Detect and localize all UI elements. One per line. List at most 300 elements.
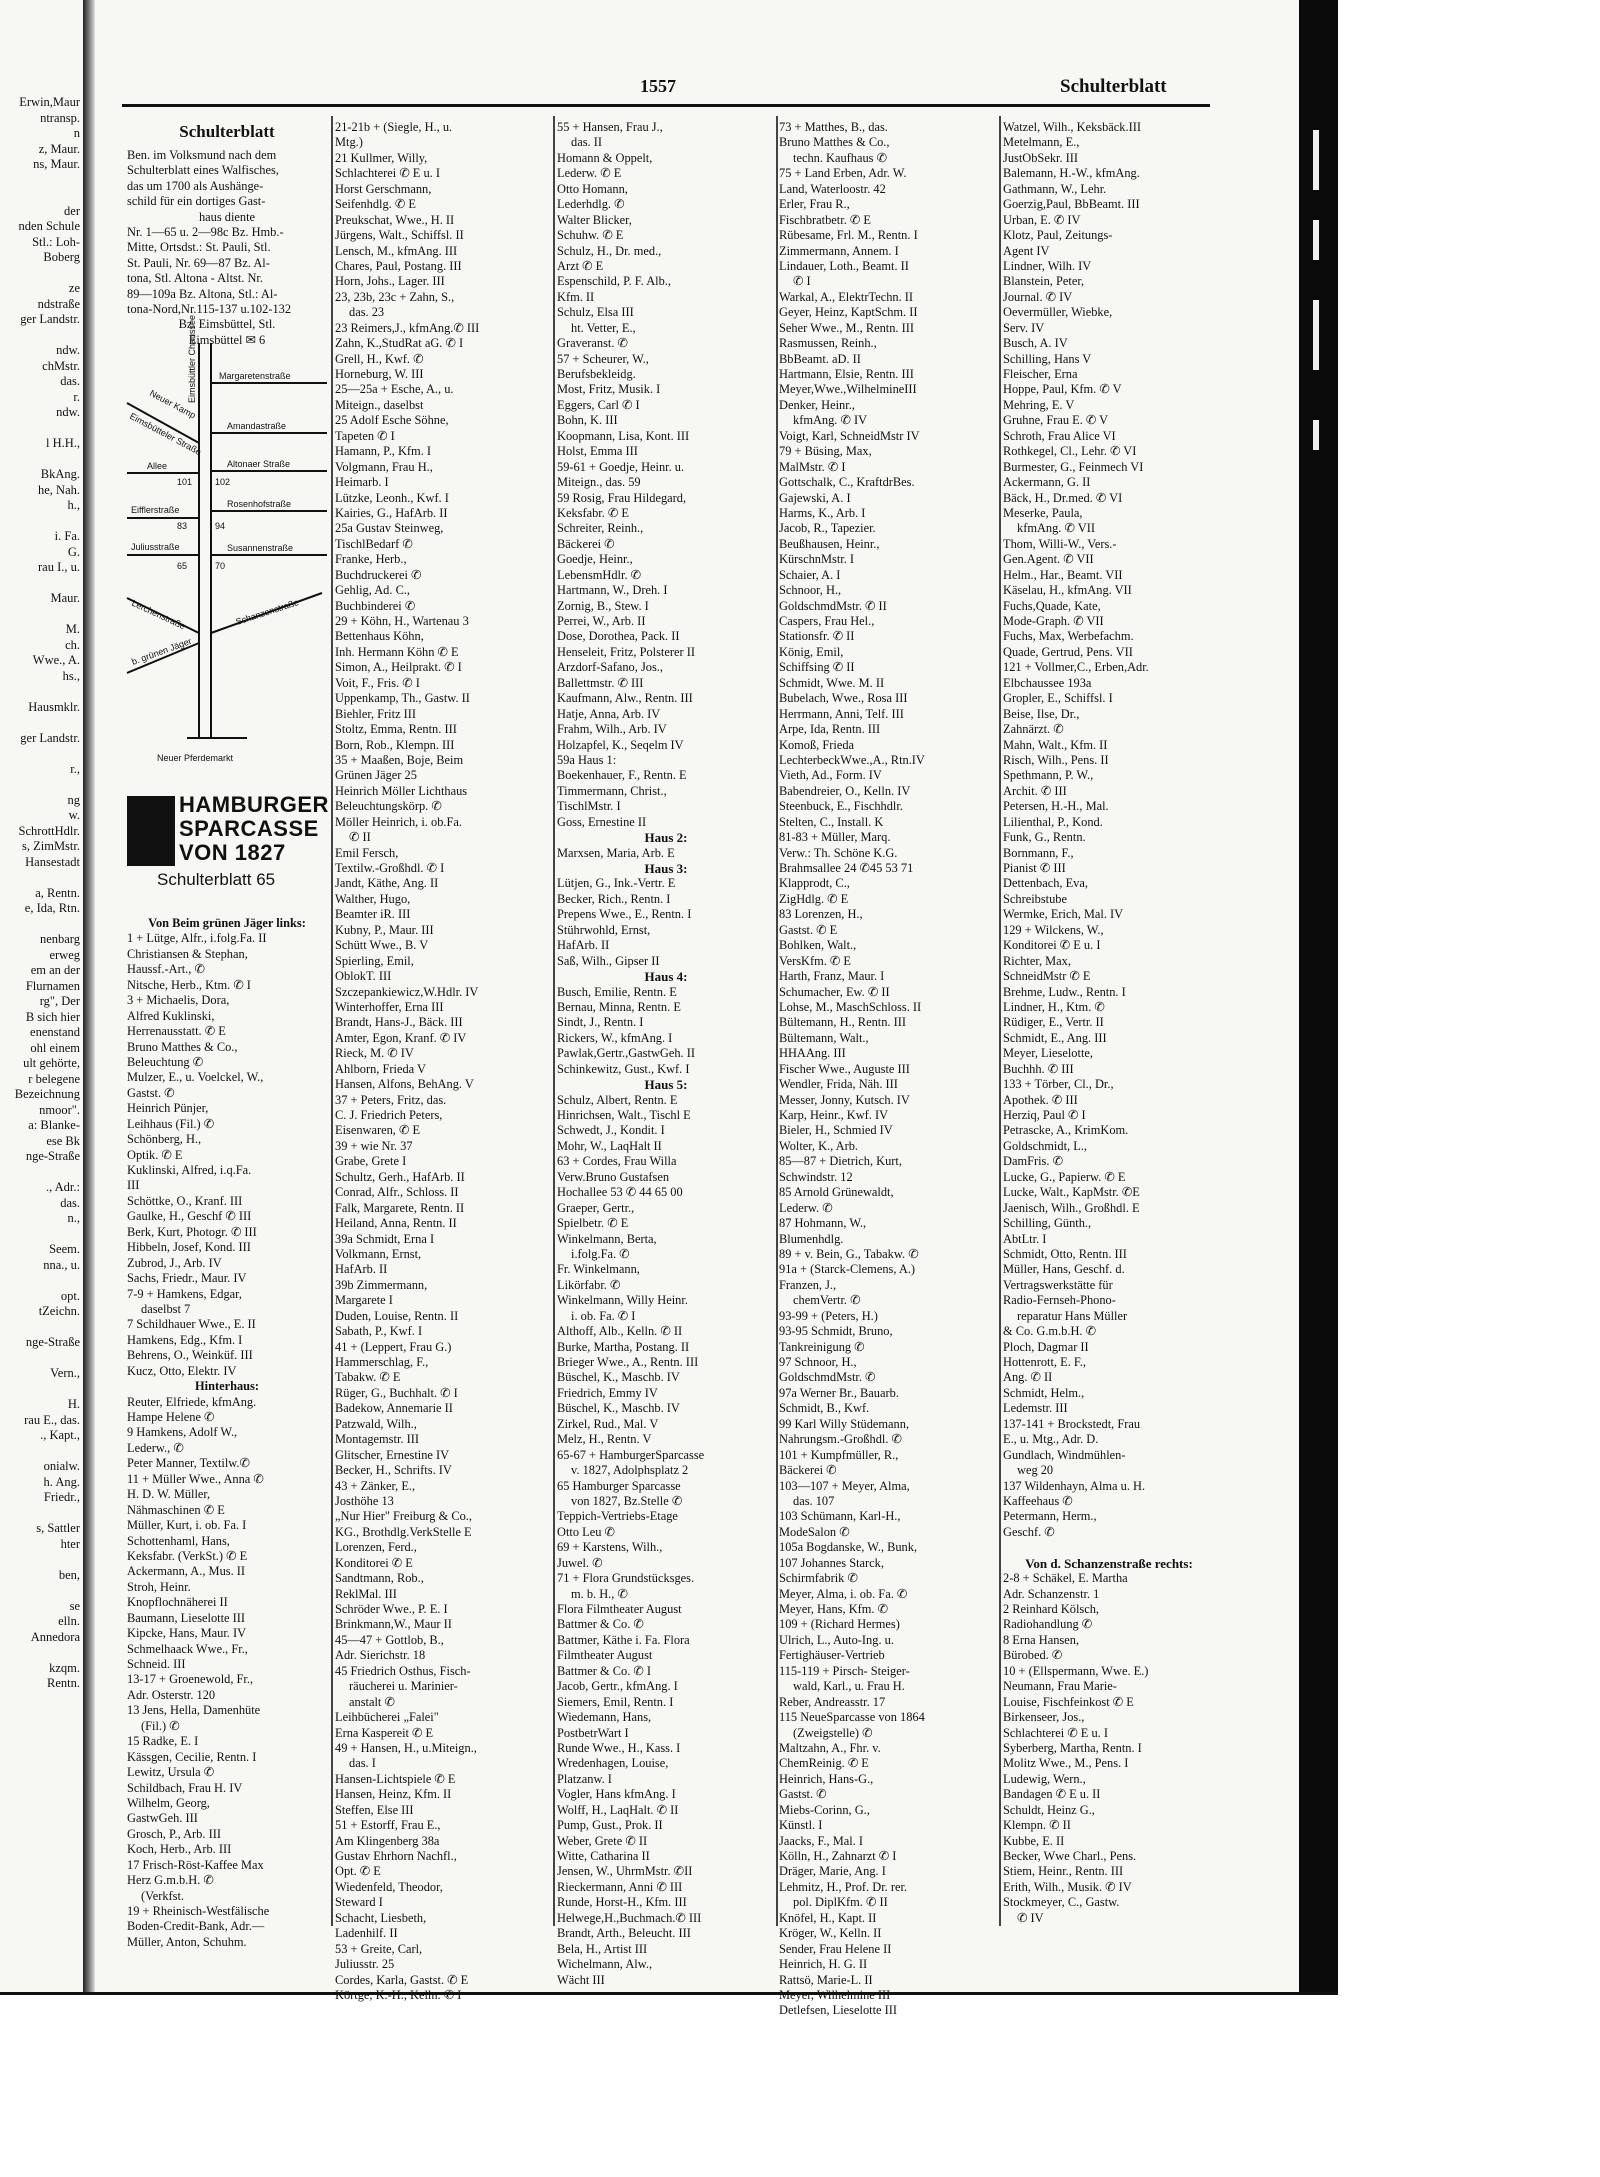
entry-line: Herrenausstatt. ✆ E [127, 1024, 226, 1039]
fragment-line [0, 607, 80, 623]
column-4-entries [779, 120, 997, 2018]
entry-line: Horn, Johs., Lager. III [335, 274, 445, 289]
entry-line: Goerzig,Paul, BbBeamt. III [1003, 197, 1140, 212]
entry-line: Horneburg, W. III [335, 367, 424, 381]
entry-line: Rübesame, Frl. M., Rentn. I [779, 228, 918, 243]
entry-line: Klotz, Paul, Zeitungs- [1003, 228, 1113, 243]
entry-line: Hampe Helene ✆ [127, 1410, 215, 1424]
entry-line: Erith, Wilh., Musik. ✆ IV [1003, 1879, 1132, 1894]
entry-line: Schroth, Frau Alice VI [1003, 428, 1116, 443]
entry-line: Lindner, H., Ktm. ✆ [1003, 999, 1105, 1014]
fragment-line [0, 266, 80, 282]
fragment-line: nden Schule [18, 219, 80, 233]
entry-line: Goedje, Heinr., [557, 552, 633, 567]
entry-line: Bohn, K. III [557, 413, 618, 428]
entry-line: Schilling, Günth., [1003, 1216, 1092, 1231]
entry-line: 65-67 + HamburgerSparcasse [557, 1447, 705, 1462]
fragment-line: Hansestadt [25, 854, 80, 869]
entry-line: Prepens Wwe., E., Rentn. I [557, 907, 692, 922]
column-2-entries [335, 120, 553, 1987]
fragment-line: Stl.: Loh- [32, 234, 80, 249]
entry-line: Schwedt, J., Kondit. I [557, 1123, 665, 1138]
entry-line: das. II [571, 135, 602, 150]
entry-line: Karp, Heinr., Kwf. IV [779, 1108, 889, 1122]
fragment-line: Friedr., [43, 1490, 80, 1504]
entry-line: Stroh, Heinr. [127, 1579, 191, 1594]
fragment-line [0, 777, 80, 793]
entry-line: Hinterhaus: [194, 1379, 260, 1394]
map-house-number: 65 [177, 561, 188, 571]
entry-line: Flora Filmtheater August [557, 1602, 682, 1616]
entry-line: Hamkens, Edg., Kfm. I [127, 1332, 243, 1347]
entry-line: 89 + v. Bein, G., Tabakw. ✆ [779, 1246, 919, 1261]
entry-line: Käselau, H., kfmAng. VII [1003, 583, 1132, 598]
entry-line: Gastst. ✆ E [779, 922, 838, 937]
column-divider [331, 116, 333, 1926]
entry-line: Neumann, Frau Marie- [1003, 1679, 1117, 1694]
entry-line: Behrens, O., Weinküf. III [127, 1348, 253, 1363]
entry-line: Risch, Wilh., Pens. II [1003, 752, 1109, 767]
fragment-line [0, 173, 80, 189]
fragment-line: erweg [49, 947, 80, 962]
entry-line: Müller, Anton, Schuhm. [127, 1934, 247, 1949]
entry-line: Adr. Osterstr. 120 [127, 1687, 216, 1702]
map-label: Lerchenstraße [130, 597, 187, 632]
entry-line: Seifenhdlg. ✆ E [335, 197, 416, 212]
entry-line: Büschel, K., Maschb. IV [557, 1401, 680, 1416]
entry-line: Meyer, Lieselotte, [1003, 1046, 1093, 1061]
entry-line: Brandt, Hans-J., Bäck. III [335, 1015, 463, 1030]
entry-line: Berufsbekleidg. [557, 367, 636, 381]
entry-line: Seher Wwe., M., Rentn. III [779, 320, 915, 335]
entry-line: Caspers, Frau Hel., [779, 614, 875, 628]
entry-line: Blumenhdlg. [779, 1231, 844, 1246]
entry-line: Sandtmann, Rob., [335, 1571, 424, 1586]
entry-line: GoldschmdMstr. ✆ [779, 1370, 876, 1385]
page-number: 1557 [640, 76, 676, 96]
entry-line: 81-83 + Müller, Marq. [779, 830, 891, 845]
entry-line: JustObSekr. III [1003, 150, 1079, 165]
entry-line: ChemReinig. ✆ E [779, 1756, 869, 1771]
fragment-line: ndw. [56, 343, 80, 357]
entry-line: Warkal, A., ElektrTechn. II [779, 289, 914, 304]
entry-line: Müller, Kurt, i. ob. Fa. I [127, 1518, 247, 1533]
entry-line: Miteign., daselbst [335, 397, 424, 412]
entry-line: Thom, Willi-W., Vers.- [1003, 536, 1117, 551]
entry-line: Jensen, W., UhrmMstr. ✆II [557, 1864, 693, 1879]
entry-line: Journal. ✆ IV [1003, 289, 1073, 304]
entry-line: GoldschmdMstr. ✆ II [779, 598, 887, 613]
intro-line: St. Pauli, Nr. 69—87 Bz. Al- [127, 255, 270, 270]
entry-line: Grosch, P., Arb. III [127, 1826, 221, 1841]
sparcasse-logo [127, 796, 175, 866]
entry-line: Walther, Hugo, [335, 891, 411, 906]
entry-line: Reuter, Elfriede, kfmAng. [127, 1394, 257, 1409]
entry-line: Schuldt, Heinz G., [1003, 1802, 1095, 1817]
entry-line: Sachs, Friedr., Maur. IV [127, 1271, 247, 1286]
fragment-line: tZeichn. [38, 1304, 80, 1318]
fragment-line [0, 715, 80, 731]
entry-line: DamFris. ✆ [1003, 1154, 1063, 1169]
entry-line: Hartmann, Elsie, Rentn. III [779, 367, 914, 381]
entry-line: Balemann, H.-W., kfmAng. [1003, 166, 1140, 181]
entry-line: Adr. Schanzenstr. 1 [1003, 1586, 1100, 1601]
entry-line: Kässgen, Cecilie, Rentn. I [127, 1749, 257, 1764]
fragment-line: em an der [30, 963, 80, 977]
entry-line: Eggers, Carl ✆ I [557, 397, 640, 412]
entry-line: 45 Friedrich Osthus, Fisch- [335, 1663, 471, 1678]
fragment-line: G. [67, 544, 80, 559]
entry-line: i.folg.Fa. ✆ [571, 1246, 630, 1261]
fragment-line [0, 1645, 80, 1661]
entry-line: Preukschat, Wwe., H. II [335, 212, 455, 227]
fragment-line: nmoor". [39, 1102, 80, 1117]
fragment-line: rau I., u. [38, 560, 80, 574]
entry-line: OblokT. III [335, 969, 392, 984]
entry-line: Winkelmann, Berta, [557, 1231, 657, 1246]
entry-line: Schmidt, B., Kwf. [779, 1401, 870, 1416]
map-label: Amandastraße [227, 421, 287, 431]
entry-line: Fuchs,Quade, Kate, [1003, 598, 1101, 613]
entry-line: Zahnärzt. ✆ [1003, 722, 1064, 737]
intro-line: haus diente [198, 209, 256, 224]
entry-line: Battmer, Käthe i. Fa. Flora [557, 1632, 690, 1647]
entry-line: 93-99 + (Peters, H.) [779, 1308, 878, 1323]
entry-line: PostbetrWart I [557, 1725, 629, 1740]
entry-line: Haus 5: [644, 1077, 688, 1093]
fragment-line: BkAng. [40, 467, 80, 481]
entry-line: Konditorei ✆ E u. I [1003, 938, 1101, 953]
entry-line: Dräger, Marie, Ang. I [779, 1864, 886, 1879]
entry-line: Meserke, Paula, [1003, 505, 1083, 520]
entry-line: Schönberg, H., [127, 1132, 202, 1147]
entry-line: Komoß, Frieda [779, 737, 855, 752]
entry-line: Rothkegel, Cl., Lehr. ✆ VI [1003, 444, 1137, 459]
entry-line: Steward I [335, 1895, 383, 1910]
entry-line: (Verkfst. [141, 1888, 185, 1903]
running-head: Schulterblatt [1060, 76, 1167, 97]
entry-line: Verw.Bruno Gustafsen [557, 1169, 670, 1184]
entry-line: 99 Karl Willy Stüdemann, [779, 1416, 910, 1431]
entry-line: das. 107 [793, 1493, 835, 1508]
entry-line: 85—87 + Dietrich, Kurt, [779, 1154, 902, 1169]
entry-line: Richter, Max, [1003, 953, 1071, 968]
entry-line: MalMstr. ✆ I [779, 459, 846, 474]
entry-line: Schwindstr. 12 [779, 1169, 853, 1184]
entry-line: Bandagen ✆ E u. II [1003, 1787, 1101, 1802]
entry-line: Ang. ✆ II [1003, 1370, 1053, 1385]
scan-bottom-edge [0, 1992, 1338, 1995]
entry-line: Miebs-Corinn, G., [779, 1802, 870, 1817]
entry-line: Schreiter, Reinh., [557, 521, 644, 536]
entry-line: Steenbuck, E., Fischhdlr. [779, 799, 903, 814]
column-divider [999, 116, 1001, 1926]
entry-line: 97a Werner Br., Bauarb. [779, 1385, 899, 1400]
entry-line: Herrmann, Anni, Telf. III [779, 706, 904, 721]
entry-line: Heinrich, H. G. II [779, 1957, 868, 1972]
column-divider [776, 116, 778, 1926]
entry-line: Winkelmann, Willy Heinr. [557, 1293, 688, 1308]
fragment-line [0, 684, 80, 700]
fragment-line: elln. [58, 1614, 80, 1628]
entry-line: Koch, Herb., Arb. III [127, 1842, 232, 1857]
entry-line: Apothek. ✆ III [1003, 1092, 1078, 1107]
fragment-line: Seem. [49, 1242, 80, 1256]
fragment-line: onialw. [43, 1459, 80, 1473]
fragment-line: ze [68, 281, 80, 295]
map-label: b. grünen Jäger [130, 635, 193, 667]
entry-line: 13 Jens, Hella, Damenhüte [127, 1703, 261, 1718]
entry-line: Wiedenfeld, Theodor, [335, 1879, 443, 1894]
entry-line: Brandt, Arth., Beleucht. III [557, 1926, 691, 1941]
entry-line: Arpe, Ida, Rentn. III [779, 722, 881, 737]
fragment-line: r., [70, 761, 80, 776]
fragment-line: se [69, 1598, 80, 1613]
entry-line: 137-141 + Brockstedt, Frau [1003, 1416, 1141, 1431]
entry-line: Kairies, G., HafArb. II [335, 505, 448, 520]
fragment-line: Annedora [30, 1629, 80, 1644]
entry-line: 79 + Büsing, Max, [779, 444, 872, 459]
entry-line: Lindauer, Loth., Beamt. II [779, 258, 909, 273]
entry-line: 23 Reimers,J., kfmAng.✆ III [335, 320, 480, 335]
map-label: Schanzenstraße [234, 597, 300, 627]
entry-line: Heiland, Anna, Rentn. II [335, 1216, 457, 1231]
fragment-line: ndw. [56, 405, 80, 419]
entry-line: Ploch, Dagmar II [1003, 1339, 1089, 1354]
entry-line: KG., Brothdlg.VerkStelle E [335, 1524, 472, 1539]
entry-line: 63 + Cordes, Frau Willa [557, 1154, 677, 1169]
entry-line: das. 23 [349, 305, 385, 320]
entry-line: LebensmHdlr. ✆ [557, 567, 642, 582]
entry-line: weg 20 [1017, 1463, 1054, 1478]
entry-line: Schnoor, H., [779, 583, 842, 598]
advert-line: HAMBURGER [179, 792, 329, 817]
entry-line: Filmtheater August [557, 1648, 653, 1663]
fragment-line [0, 1444, 80, 1460]
entry-line: Tankreinigung ✆ [779, 1339, 865, 1354]
entry-line: das. I [349, 1756, 376, 1771]
entry-line: Bürobed. ✆ [1003, 1648, 1063, 1663]
entry-line: Gathmann, W., Lehr. [1003, 181, 1107, 196]
entry-line: Busch, Emilie, Rentn. E [557, 984, 677, 999]
entry-line: Lorenzen, Ferd., [335, 1540, 417, 1555]
entry-line: Stoltz, Emma, Rentn. III [335, 722, 457, 737]
fragment-line [0, 1273, 80, 1289]
entry-line: Timmermann, Christ., [557, 783, 667, 798]
entry-line: Vogler, Hans kfmAng. I [557, 1787, 676, 1802]
entry-line: Margarete I [335, 1293, 393, 1308]
fragment-line: r belegene [28, 1071, 80, 1086]
entry-line: Likörfabr. ✆ [557, 1277, 621, 1292]
fragment-line: das. [60, 1195, 80, 1210]
entry-line: Textilw.-Großhdl. ✆ I [335, 861, 445, 875]
street-title: Schulterblatt [179, 122, 275, 141]
entry-line: Grünen Jäger 25 [335, 768, 417, 783]
fragment-line: a, Rentn. [35, 885, 80, 900]
entry-line: H. D. W. Müller, [127, 1487, 211, 1502]
map-house-number: 101 [177, 477, 193, 487]
entry-line: Spielbetr. ✆ E [557, 1216, 629, 1231]
entry-line: Hamann, P., Kfm. I [335, 444, 432, 459]
entry-line: Adr. Sierichstr. 18 [335, 1648, 426, 1663]
map-house-number: 102 [215, 477, 231, 487]
entry-line: Horst Gerschmann, [335, 181, 432, 196]
entry-line: Mtg.) [335, 135, 363, 150]
map-label: Eimsbüttler Chaussee [187, 314, 197, 403]
advert-line: SPARCASSE [179, 816, 319, 841]
entry-line: Denker, Heinr., [779, 397, 855, 412]
fragment-line [0, 421, 80, 437]
entry-line: Lederw. ✆ E [557, 166, 622, 181]
entry-line: Müller, Hans, Geschf. d. [1003, 1262, 1125, 1277]
entry-line: Fertighäuser-Vertrieb [779, 1648, 885, 1663]
entry-line: Hammerschlag, F., [335, 1355, 429, 1369]
map-label: Susannenstraße [227, 543, 294, 553]
entry-line: 8 Erna Hansen, [1003, 1632, 1080, 1647]
entry-line: Ballettmstr. ✆ III [557, 675, 644, 690]
entry-line: Knöfel, H., Kapt. II [779, 1910, 877, 1925]
entry-line: Haus 4: [644, 969, 688, 985]
entry-line: Hottenrott, E. F., [1003, 1355, 1086, 1369]
entry-line: Heinrich Pünjer, [127, 1101, 209, 1116]
entry-line: 25a Gustav Steinweg, [335, 521, 444, 536]
entry-line: Jacob, R., Tapezier. [779, 521, 876, 536]
fragment-line: Vern., [50, 1366, 80, 1380]
entry-line: Schulz, Elsa III [557, 305, 634, 320]
book-gutter [83, 0, 95, 1994]
entry-line: 87 Hohmann, W., [779, 1216, 867, 1231]
entry-line: 2-8 + Schäkel, E. Martha [1003, 1571, 1128, 1586]
entry-line: Dettenbach, Eva, [1003, 876, 1088, 891]
fragment-line: Maur. [50, 591, 80, 605]
entry-line: Metelmann, E., [1003, 135, 1080, 150]
fragment-line: rau E., das. [24, 1412, 80, 1427]
entry-line: Erna Kaspereit ✆ E [335, 1725, 434, 1740]
entry-line: Klempn. ✆ II [1003, 1818, 1071, 1833]
entry-line: 65 Hamburger Sparcasse [557, 1478, 681, 1493]
advert-line: VON 1827 [179, 840, 286, 865]
entry-line: Nahrungsm.-Großhdl. ✆ [779, 1432, 902, 1447]
entry-line: 3 + Michaelis, Dora, [127, 993, 230, 1008]
entry-line: Brinkmann,W., Maur II [335, 1617, 452, 1632]
entry-line: Meyer, Alma, i. ob. Fa. ✆ [779, 1586, 908, 1601]
entry-line [335, 1988, 553, 2003]
fragment-line: ger Landstr. [20, 730, 80, 745]
entry-line: ✆ I [793, 274, 811, 289]
entry-line: Pawlak,Gertr.,GastwGeh. II [557, 1046, 695, 1061]
entry-line: Stührwohld, Ernst, [557, 922, 651, 937]
fragment-line: nge-Straße [25, 1335, 80, 1349]
fragment-line: SchrottHdlr. [18, 823, 80, 838]
intro-line: Mitte, Ortsdst.: St. Pauli, Stl. [127, 240, 271, 255]
entry-line: Stiem, Heinr., Rentn. III [1003, 1864, 1124, 1879]
entry-line: 133 + Törber, Cl., Dr., [1003, 1077, 1114, 1092]
entry-line: Vieth, Ad., Form. IV [779, 768, 882, 783]
entry-line: Heimarb. I [335, 475, 389, 490]
fragment-line: enenstand [30, 1025, 80, 1039]
entry-line: Franzen, J., [779, 1277, 837, 1292]
entry-line: Henseleit, Fritz, Polsterer II [557, 644, 695, 659]
entry-line: 13-17 + Groenewold, Fr., [127, 1672, 254, 1687]
entry-line: Bohlken, Walt., [779, 938, 857, 953]
entry-line: 17 Frisch-Röst-Kaffee Max [127, 1857, 264, 1872]
entry-line: Büschel, K., Maschb. IV [557, 1370, 680, 1385]
entry-line: Fischer Wwe., Auguste III [779, 1061, 910, 1076]
entry-line: Schottenhaml, Hans, [127, 1533, 230, 1548]
entry-line: Lucke, Walt., KapMstr. ✆E [1003, 1185, 1140, 1200]
entry-line: techn. Kaufhaus ✆ [793, 150, 887, 165]
entry-line: Fleischer, Erna [1003, 367, 1078, 381]
fragment-line [0, 1382, 80, 1398]
entry-line: Lilienthal, P., Kond. [1003, 814, 1103, 829]
entry-line: Serv. IV [1003, 320, 1045, 335]
entry-line: AbtLtr. I [1003, 1231, 1047, 1246]
entry-line: 129 + Wilckens, W., [1003, 922, 1104, 937]
intro-line: 89—109a Bz. Altona, Stl.: Al- [127, 286, 278, 301]
entry-line: Schirmfabrik ✆ [779, 1571, 858, 1586]
entry-line: Schulz, H., Dr. med., [557, 243, 662, 258]
entry-line: KürschnMstr. I [779, 552, 855, 567]
fragment-line: rg", Der [39, 994, 80, 1008]
entry-line: Ladenhilf. II [335, 1926, 398, 1941]
entry-line: Grabe, Grete I [335, 1154, 407, 1169]
entry-line: Goss, Ernestine II [557, 814, 647, 829]
entry-line: Voigt, Karl, SchneidMstr IV [779, 428, 920, 443]
entry-line: 115 NeueSparcasse von 1864 [779, 1710, 925, 1725]
entry-line: ✆ IV [1017, 1910, 1044, 1925]
entry-line: Beise, Ilse, Dr., [1003, 706, 1080, 721]
entry-line: Saß, Wilh., Gipser II [557, 953, 660, 968]
entry-line: TischlMstr. I [557, 799, 621, 814]
entry-line: Schacht, Liesbeth, [335, 1910, 427, 1925]
entry-line: SchneidMstr ✆ E [1003, 969, 1091, 984]
entry-line: Uppenkamp, Th., Gastw. II [335, 691, 470, 706]
entry-line: III [127, 1178, 140, 1193]
entry-line: Born, Rob., Klempn. III [335, 737, 455, 752]
entry-line: Schmelhaack Wwe., Fr., [127, 1641, 248, 1656]
entry-line: Harms, K., Arb. I [779, 505, 866, 520]
entry-line: chemVertr. ✆ [793, 1293, 861, 1308]
entry-line: Eisenwaren, ✆ E [335, 1123, 421, 1138]
entry-line: Herziq, Paul ✆ I [1003, 1108, 1086, 1122]
entry-line: Bubelach, Wwe., Rosa III [779, 691, 908, 706]
entry-line: Patzwald, Wilh., [335, 1416, 417, 1431]
entry-line: Peter Manner, Textilw.✆ [127, 1456, 250, 1471]
entry-line: Most, Fritz, Musik. I [557, 382, 661, 397]
entry-line: Arzdorf-Safano, Jos., [557, 660, 663, 675]
entry-line: 59 Rosig, Frau Hildegard, [557, 490, 687, 505]
entry-line: Gen.Agent. ✆ VII [1003, 552, 1094, 567]
fragment-line [0, 1552, 80, 1568]
entry-line: Teppich-Vertriebs-Etage [557, 1509, 678, 1524]
entry-line: Heinrich Möller Lichthaus [335, 783, 468, 798]
entry-line: Zornig, B., Stew. I [557, 598, 649, 613]
entry-line: Holst, Emma III [557, 444, 638, 459]
entry-line: 97 Schnoor, H., [779, 1355, 857, 1369]
entry-line: Kubny, P., Maur. III [335, 922, 434, 937]
entry-line: Hartmann, W., Dreh. I [557, 583, 668, 598]
fragment-line [0, 1227, 80, 1243]
entry-line: 35 + Maaßen, Boje, Beim [335, 752, 464, 767]
fragment-line [0, 188, 80, 204]
entry-line: Conrad, Alfr., Schloss. II [335, 1185, 459, 1200]
entry-line: Harth, Franz, Maur. I [779, 969, 885, 984]
entry-line: Otto Leu ✆ [557, 1524, 615, 1539]
fragment-line [0, 917, 80, 933]
entry-line: ModeSalon ✆ [779, 1524, 850, 1539]
entry-line: Ackermann, A., Mus. II [127, 1564, 246, 1579]
entry-line: ReklMal. III [335, 1586, 397, 1601]
